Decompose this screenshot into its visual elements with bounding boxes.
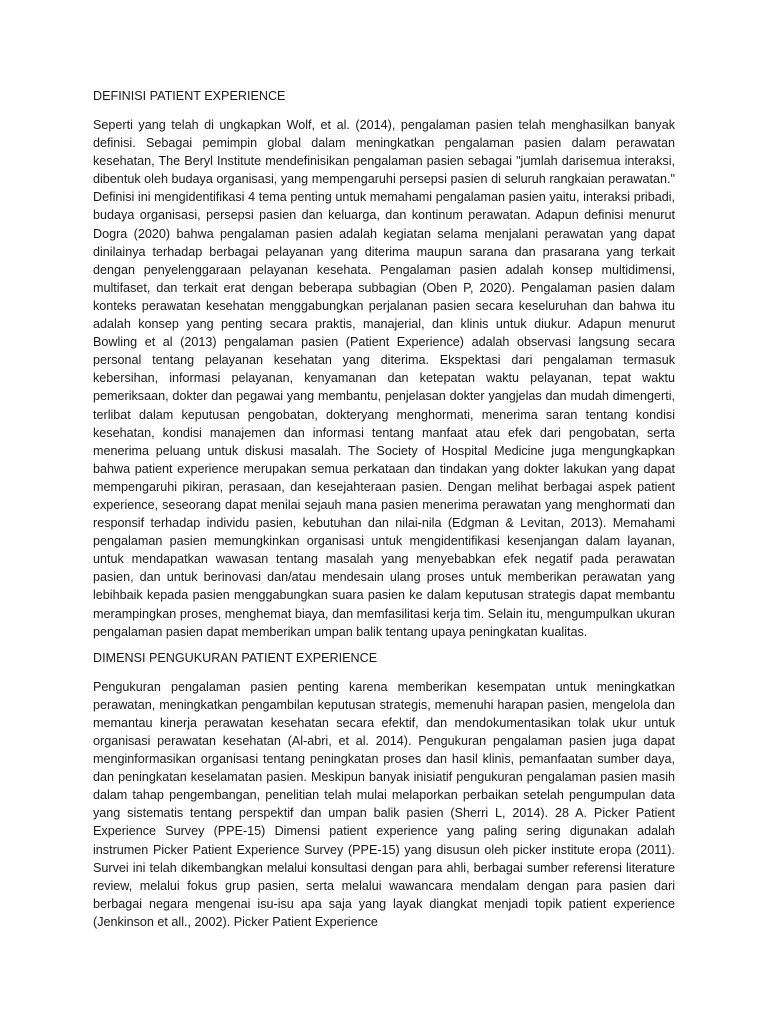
section-paragraph-definisi: Seperti yang telah di ungkapkan Wolf, et al. (2014), pengalaman pasien telah menghasilkan banyak definisi. Sebagai pemimpin global dalam meningkatkan pengalaman pasien dalam perawatan kesehatan, The Beryl Institute mendefinisikan pengalaman pasien sebagai "jumlah darisemua interaksi, dibentuk oleh budaya organisasi, yang mempengaruhi persepsi pasien di seluruh rangkaian perawatan." Definisi ini mengidentifikasi 4 tema penting untuk memahami pengalaman pasien yaitu, interaksi pribadi, budaya organisasi, persepsi pasien dan keluarga, dan kontinum perawatan. Adapun definisi menurut Dogra (2020) bahwa pengalaman pasien adalah kegiatan selama menjalani perawatan yang dapat dinilainya terhadap berbagai pelayanan yang diterima maupun sarana dan prasarana yang terkait dengan penyelenggaraan pelayanan kesehata. Pengalaman pasien adalah konsep multidimensi, multifaset, dan terkait erat dengan beberapa subbagian (Oben P, 2020). Pengalaman pasien dalam konteks perawatan kesehatan menggabungkan perjalanan pasien secara keseluruhan dan bahwa itu adalah konsep yang penting secara praktis, manajerial, dan klinis untuk diukur. Adapun menurut Bowling et al (2013) pengalaman pasien (Patient Experience) adalah observasi langsung secara personal tentang pelayanan kesehatan yang diterima. Ekspektasi dari pengalaman termasuk kebersihan, informasi pelayanan, kenyamanan dan ketepatan waktu pelayanan, tepat waktu pemeriksaan, dokter dan pegawai yang membantu, penjelasan dokter yangjelas dan mudah dimengerti, terlibat dalam keputusan pengobatan, dokteryang menghormati, menerima saran tentang kondisi kesehatan, kondisi manajemen dan informasi tentang manfaat atau efek dari pengobatan, serta menerima peluang untuk diskusi masalah. The Society of Hospital Medicine juga mengungkapkan bahwa patient experience merupakan semua perkataan dan tindakan yang dokter lakukan yang dapat mempengaruhi pikiran, perasaan, dan kesejahteraan pasien. Dengan melihat berbagai aspek patient experience, seseorang dapat menilai sejauh mana pasien menerima perawatan yang menghormati dan responsif terhadap individu pasien, kebutuhan dan nilai-nila (Edgman & Levitan, 2013). Memahami pengalaman pasien memungkinkan organisasi untuk mengidentifikasi kesenjangan dalam layanan, untuk mendapatkan wawasan tentang masalah yang menyebabkan efek negatif pada perawatan pasien, dan untuk berinovasi dan/atau mendesain ulang proses untuk memberikan perawatan yang lebihbaik kepada pasien menggabungkan suara pasien ke dalam keputusan strategis dapat membantu merampingkan proses, menghemat biaya, dan memfasilitasi kerja tim. Selain itu, mengumpulkan ukuran pengalaman pasien dapat memberikan umpan balik tentang upaya peningkatan kualitas. (93, 118, 675, 639)
document-page (93, 88, 675, 940)
section-paragraph-dimensi: Pengukuran pengalaman pasien penting karena memberikan kesempatan untuk meningkatkan perawatan, meningkatkan pengambilan keputusan strategis, memenuhi harapan pasien, mengelola dan memantau kinerja perawatan kesehatan secara efektif, dan mendokumentasikan tolak ukur untuk organisasi perawatan kesehatan (Al-abri, et al. 2014). Pengukuran pengalaman pasien juga dapat menginformasikan organisasi tentang peningkatan proses dan hasil klinis, pemanfaatan sumber daya, dan peningkatan keselamatan pasien. Meskipun banyak inisiatif pengukuran pengalaman pasien masih dalam tahap pengembangan, penelitian telah mulai melaporkan perbaikan setelah pengumpulan data yang sistematis tentang perspektif dan umpan balik pasien (Sherri L, 2014). 28 A. Picker Patient Experience Survey (PPE-15) Dimensi patient experience yang paling sering digunakan adalah instrumen Picker Patient Experience Survey (PPE-15) yang disusun oleh picker institute eropa (2011). Survei ini telah dikembangkan melalui konsultasi dengan para ahli, berbagai sumber referensi literature review, melalui fokus grup pasien, serta melalui wawancara mendalam dengan para pasien dari berbagai negara mengenai isu-isu apa saja yang layak diangkat menjadi topik patient experience (Jenkinson et all., 2002). Picker Patient Experience (93, 679, 675, 929)
section-heading-definisi: DEFINISI PATIENT EXPERIENCE (93, 89, 286, 103)
section-heading-dimensi: DIMENSI PENGUKURAN PATIENT EXPERIENCE (93, 650, 378, 665)
